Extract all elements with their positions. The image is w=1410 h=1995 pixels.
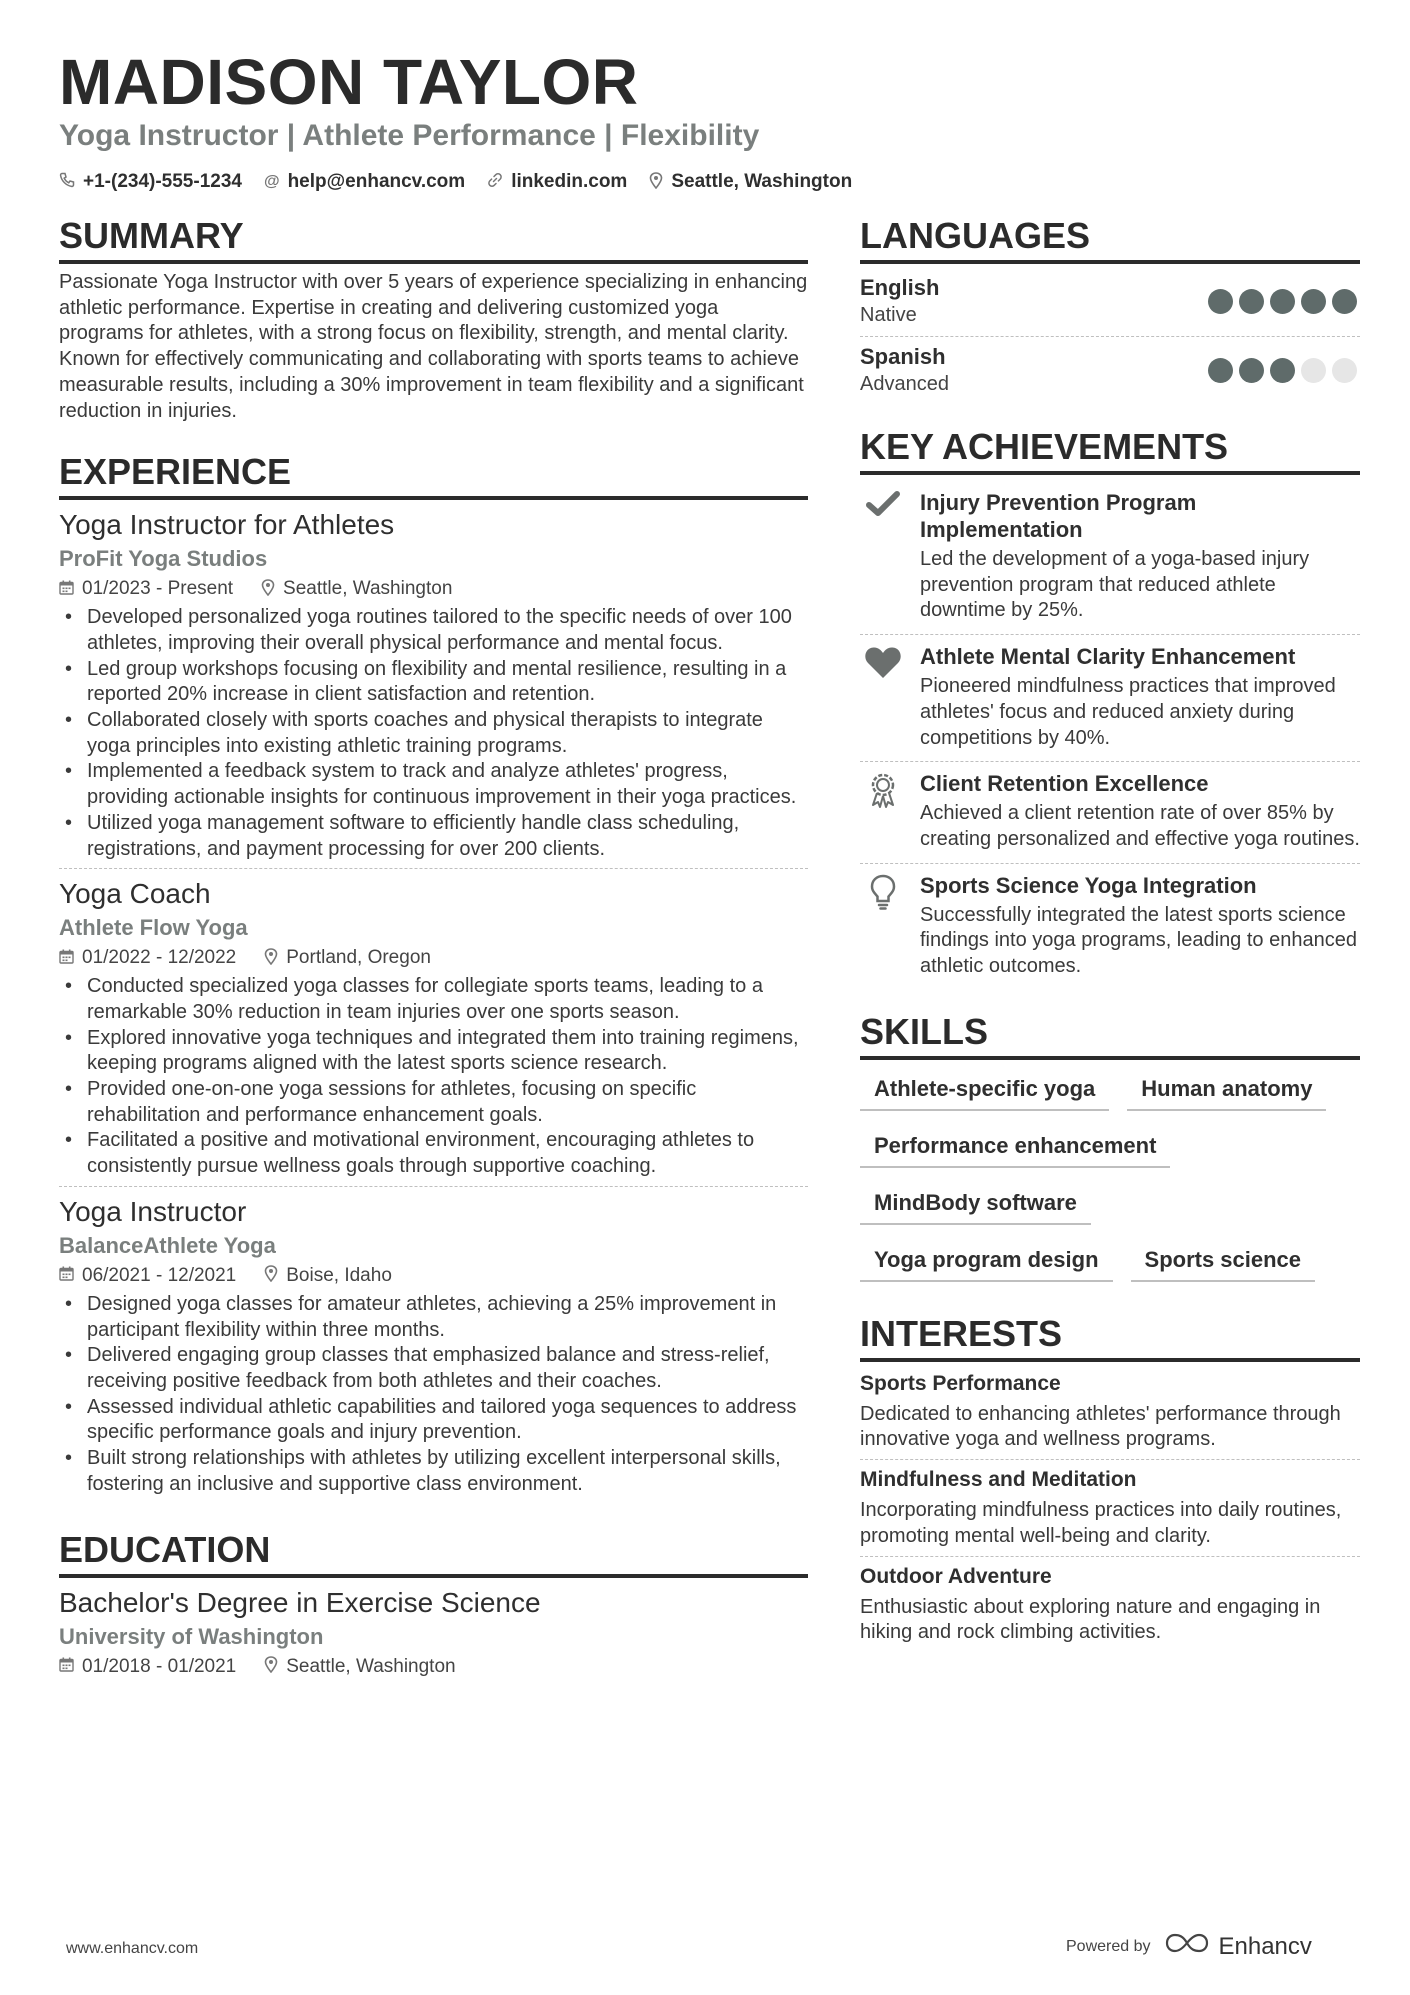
interest-desc: Incorporating mindfulness practices into daily routines, promoting mental well-being and clarity.: [860, 1499, 1342, 1547]
achievement-item: [860, 481, 1360, 634]
calendar-icon: [59, 1266, 74, 1285]
rating-dot-filled: [1208, 358, 1233, 383]
job-dates: [59, 574, 233, 604]
language-name: Spanish: [860, 344, 946, 369]
location-pin-icon: [261, 579, 275, 600]
contact-phone: [59, 168, 242, 196]
footer-website[interactable]: www.enhancv.com: [66, 1940, 199, 1957]
job-bullets: [59, 605, 808, 862]
summary-text: Passionate Yoga Instructor with over 5 years of experience specializing in enhancing athletic performance. Expertise in creating and delivering customized yoga programs for athletes, with a strong focus on flexibility, strength, and mental clarity. Known for effectively communicating and collaborating with sports teams to achieve measurable results, including a 30% improvement in team flexibility and a significant reduction in injuries.: [59, 271, 808, 422]
interest-desc: Dedicated to enhancing athletes' performance through innovative yoga and wellness programs.: [860, 1402, 1341, 1451]
education-location-text: Seattle, Washington: [286, 1655, 456, 1677]
job-entry: [59, 506, 808, 868]
job-location: [261, 574, 452, 604]
job-bullet: • Utilized yoga management software to efficiently handle class scheduling, registrations, and payment processing for over 200 clients.: [59, 811, 808, 862]
rating-dot-empty: [1301, 358, 1326, 383]
rating-dot-filled: [1239, 358, 1264, 383]
location-pin-icon: [264, 948, 278, 969]
email-text[interactable]: help@enhancv.com: [287, 171, 466, 192]
job-company: BalanceAthlete Yoga: [59, 1232, 276, 1258]
education-heading: EDUCATION: [59, 1528, 808, 1578]
award-ribbon-icon: [860, 770, 906, 852]
location-pin-icon: [264, 1265, 278, 1286]
phone-icon: [59, 172, 75, 192]
achievement-title: Client Retention Excellence: [920, 771, 1209, 797]
job-dates: [59, 943, 236, 973]
interest-item: [860, 1368, 1360, 1459]
job-location: [264, 943, 431, 973]
at-icon: @: [263, 173, 280, 190]
education-location: [264, 1652, 455, 1682]
job-location-text: Portland, Oregon: [286, 947, 431, 969]
job-bullet: • Led group workshops focusing on flexibility and mental resilience, resulting in a reported 20% increase in client satisfaction and retention.: [59, 657, 808, 708]
achievement-desc: Successfully integrated the latest sports science findings into yoga programs, leading to enhanced athletic outcomes.: [920, 903, 1357, 978]
education-school: University of Washington: [59, 1623, 324, 1649]
job-meta: [59, 943, 808, 973]
job-company: ProFit Yoga Studios: [59, 546, 268, 572]
phone-text: +1-(234)-555-1234: [83, 171, 242, 192]
calendar-icon: [59, 580, 74, 599]
rating-dot-filled: [1208, 289, 1233, 314]
job-title: Yoga Coach: [59, 878, 211, 910]
job-bullet: • Assessed individual athletic capabilities and tailored yoga sequences to address specific performance goals and injury prevention.: [59, 1395, 808, 1446]
location-pin-icon: [649, 172, 663, 193]
language-item: [860, 270, 1360, 336]
rating-dot-filled: [1239, 289, 1264, 314]
job-location-text: Boise, Idaho: [286, 1264, 392, 1286]
left-column: [59, 214, 808, 1682]
interest-title: Outdoor Adventure: [860, 1564, 1052, 1588]
job-location-text: Seattle, Washington: [283, 578, 453, 600]
location-pin-icon: [264, 1656, 278, 1677]
interest-item: [860, 1556, 1360, 1652]
achievement-item: [860, 634, 1360, 761]
powered-by-label: Powered by: [1066, 1937, 1151, 1955]
language-level: Advanced: [860, 373, 949, 395]
education-entry: [59, 1584, 808, 1682]
candidate-title: Yoga Instructor | Athlete Performance | Flexibility: [59, 119, 760, 152]
language-name: English: [860, 275, 940, 300]
job-bullet: • Facilitated a positive and motivational environment, encouraging athletes to consistently pursue wellness goals through supportive coaching.: [59, 1128, 808, 1179]
skill-tag: Yoga program design: [860, 1247, 1113, 1282]
achievement-title: Athlete Mental Clarity Enhancement: [920, 644, 1296, 670]
footer-branding: [1066, 1932, 1312, 1961]
location-text: Seattle, Washington: [671, 171, 853, 192]
achievement-title: Sports Science Yoga Integration: [920, 872, 1257, 898]
check-icon: [860, 489, 906, 624]
education-meta: [59, 1652, 808, 1682]
enhancv-brand-text: Enhancv: [1218, 1932, 1312, 1960]
languages-heading: LANGUAGES: [860, 214, 1360, 264]
job-dates-text: 01/2022 - 12/2022: [82, 947, 237, 969]
job-bullet: • Conducted specialized yoga classes for collegiate sports teams, leading to a remarkable 30% reduction in team injuries over one sports season.: [59, 974, 808, 1025]
skill-tag: Sports science: [1131, 1247, 1316, 1282]
job-bullet: • Developed personalized yoga routines tailored to the specific needs of over 100 athletes, improving their overall physical performance and mental focus.: [59, 605, 808, 656]
job-bullet: • Built strong relationships with athletes by utilizing excellent interpersonal skills, fostering an inclusive and supportive class environment.: [59, 1446, 808, 1497]
interest-item: [860, 1459, 1360, 1555]
education-degree: Bachelor's Degree in Exercise Science: [59, 1586, 541, 1618]
education-dates-text: 01/2018 - 01/2021: [82, 1655, 237, 1677]
skills-heading: SKILLS: [860, 1010, 1360, 1060]
job-company: Athlete Flow Yoga: [59, 915, 248, 941]
skill-tag: Athlete-specific yoga: [860, 1076, 1109, 1111]
job-location: [264, 1261, 392, 1291]
calendar-icon: [59, 1657, 74, 1676]
education-dates: [59, 1652, 236, 1682]
interest-title: Mindfulness and Meditation: [860, 1468, 1137, 1492]
skill-tag: Performance enhancement: [860, 1133, 1170, 1168]
job-bullet: • Explored innovative yoga techniques and integrated them into training regimens, keeping programs aligned with the latest sports science research.: [59, 1026, 808, 1077]
rating-dot-filled: [1270, 289, 1295, 314]
right-column: [860, 214, 1360, 1652]
job-title: Yoga Instructor for Athletes: [59, 509, 395, 541]
job-entry: [59, 868, 808, 1186]
job-bullet: • Provided one-on-one yoga sessions for athletes, focusing on specific rehabilitation and performance enhancement goals.: [59, 1077, 808, 1128]
language-item: [860, 336, 1360, 405]
skill-tag: MindBody software: [860, 1190, 1091, 1225]
language-rating: [1208, 289, 1357, 314]
achievement-item: [860, 863, 1360, 990]
skill-tag: Human anatomy: [1127, 1076, 1326, 1111]
job-entry: [59, 1186, 808, 1504]
summary-heading: SUMMARY: [59, 214, 808, 264]
contact-email[interactable]: [264, 168, 465, 196]
job-dates: [59, 1261, 236, 1291]
rating-dot-filled: [1270, 358, 1295, 383]
job-bullet: • Delivered engaging group classes that emphasized balance and stress-relief, receiving positive feedback from both athletes and their coaches.: [59, 1343, 808, 1394]
job-bullets: [59, 1292, 808, 1498]
job-dates-text: 01/2023 - Present: [82, 578, 234, 600]
job-bullet: • Designed yoga classes for amateur athletes, achieving a 25% improvement in participant flexibility within three months.: [59, 1292, 808, 1343]
contact-linkedin[interactable]: [487, 168, 627, 196]
interest-desc: Enthusiastic about exploring nature and engaging in hiking and rock climbing activities.: [860, 1595, 1321, 1644]
achievements-heading: KEY ACHIEVEMENTS: [860, 425, 1360, 475]
language-level: Native: [860, 304, 917, 326]
achievement-desc: Led the development of a yoga-based injury prevention program that reduced athlete downtime by 25%.: [920, 548, 1310, 622]
linkedin-text[interactable]: linkedin.com: [511, 171, 628, 192]
language-rating: [1208, 358, 1357, 383]
link-icon: [487, 172, 503, 192]
enhancv-infinity-icon: [1165, 1932, 1209, 1961]
job-bullet: • Implemented a feedback system to track and analyze athletes' progress, providing actionable insights for continuous improvement in their yoga practices.: [59, 759, 808, 810]
achievement-item: [860, 761, 1360, 862]
job-meta: [59, 1261, 808, 1291]
interest-title: Sports Performance: [860, 1371, 1061, 1395]
interests-heading: INTERESTS: [860, 1312, 1360, 1362]
rating-dot-empty: [1332, 358, 1357, 383]
experience-heading: EXPERIENCE: [59, 450, 808, 500]
enhancv-logo[interactable]: [1165, 1932, 1312, 1961]
calendar-icon: [59, 949, 74, 968]
contact-bar: [59, 168, 852, 196]
job-dates-text: 06/2021 - 12/2021: [82, 1264, 237, 1286]
contact-location: [649, 168, 852, 196]
job-meta: [59, 574, 808, 604]
job-bullets: [59, 974, 808, 1180]
achievement-desc: Achieved a client retention rate of over 85% by creating personalized and effective yoga routines.: [920, 802, 1360, 850]
achievement-desc: Pioneered mindfulness practices that improved athletes' focus and reduced anxiety during competitions by 40%.: [920, 675, 1336, 749]
rating-dot-filled: [1332, 289, 1357, 314]
achievement-title: Injury Prevention Program Implementation: [920, 490, 1197, 542]
lightbulb-icon: [860, 872, 906, 980]
candidate-name: MADISON TAYLOR: [59, 46, 639, 118]
job-title: Yoga Instructor: [59, 1195, 247, 1227]
skills-list: [860, 1066, 1360, 1282]
rating-dot-filled: [1301, 289, 1326, 314]
heart-icon: [860, 643, 906, 751]
job-bullet: • Collaborated closely with sports coaches and physical therapists to integrate yoga principles into existing athletic training programs.: [59, 708, 808, 759]
